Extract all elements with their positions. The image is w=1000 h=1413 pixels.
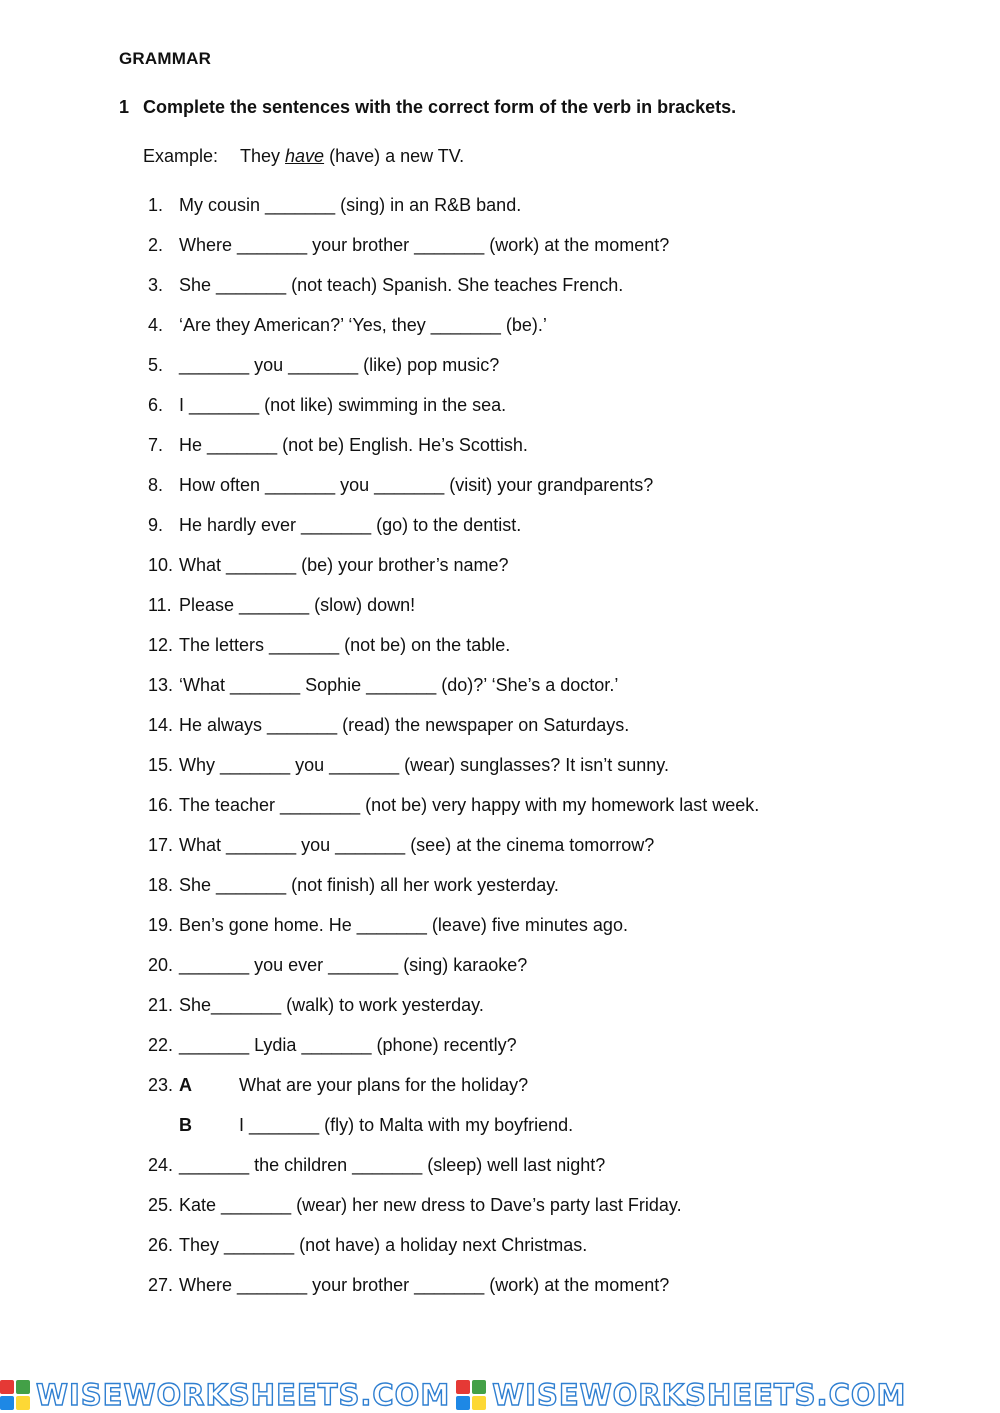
item-text: The letters _______ (not be) on the table.	[179, 635, 511, 655]
item-number: 19.	[148, 915, 174, 935]
footer-watermark	[0, 1376, 1000, 1413]
item-text: _______ Lydia _______ (phone) recently?	[179, 1035, 517, 1055]
exercise-item	[148, 913, 908, 953]
example-after: (have) a new TV.	[324, 146, 465, 166]
item-number: 25.	[148, 1195, 174, 1215]
exercise-item	[148, 353, 908, 393]
item-text: How often _______ you _______ (visit) your grandparents?	[179, 475, 654, 495]
item-number: 4.	[148, 315, 164, 335]
speaker-b-text: I _______ (fly) to Malta with my boyfriend.	[239, 1115, 574, 1135]
speaker-b-label: B	[179, 1115, 192, 1135]
item-text: Why _______ you _______ (wear) sunglasses? It isn’t sunny.	[179, 755, 669, 775]
exercise-item	[148, 473, 908, 513]
item-number: 16.	[148, 795, 174, 815]
example-before: They	[240, 146, 286, 166]
exercise-item	[148, 873, 908, 913]
exercise-item	[148, 593, 908, 633]
item-number: 15.	[148, 755, 174, 775]
item-number: 18.	[148, 875, 174, 895]
brand-text: WISEWORKSHEETS.COM	[36, 1377, 451, 1412]
item-number: 10.	[148, 555, 174, 575]
item-number: 8.	[148, 475, 164, 495]
item-number: 26.	[148, 1235, 174, 1255]
exercise-item	[148, 393, 908, 433]
section-title: GRAMMAR	[119, 49, 212, 68]
exercise-item	[148, 673, 908, 713]
item-text: He always _______ (read) the newspaper on Saturdays.	[179, 715, 630, 735]
item-number: 12.	[148, 635, 174, 655]
item-number: 1.	[148, 195, 164, 215]
item-text: What _______ (be) your brother’s name?	[179, 555, 509, 575]
exercise-item	[148, 1153, 908, 1193]
item-number: 6.	[148, 395, 164, 415]
item-number: 24.	[148, 1155, 174, 1175]
item-number: 17.	[148, 835, 174, 855]
item-number: 5.	[148, 355, 164, 375]
item-text: The teacher ________ (not be) very happy with my homework last week.	[179, 795, 760, 815]
item-number: 23.	[148, 1075, 174, 1095]
exercise-item	[148, 793, 908, 833]
exercise-item	[148, 993, 908, 1033]
item-number: 9.	[148, 515, 164, 535]
item-text: They _______ (not have) a holiday next Christmas.	[179, 1235, 588, 1255]
item-text: ‘Are they American?’ ‘Yes, they _______ (be).’	[179, 315, 547, 335]
item-number: 11.	[148, 595, 172, 615]
item-text: _______ you _______ (like) pop music?	[179, 355, 500, 375]
wiseworksheets-logo-icon	[0, 1380, 30, 1410]
item-text: Where _______ your brother _______ (work) at the moment?	[179, 235, 670, 255]
item-number: 2.	[148, 235, 164, 255]
item-number: 3.	[148, 275, 164, 295]
exercise-item	[148, 313, 908, 353]
exercise-item	[148, 513, 908, 553]
exercise-item	[148, 1193, 908, 1233]
item-text: She_______ (walk) to work yesterday.	[179, 995, 484, 1015]
exercise-item	[148, 1273, 908, 1313]
item-number: 27.	[148, 1275, 174, 1295]
item-text: She _______ (not teach) Spanish. She teaches French.	[179, 275, 624, 295]
item-text: Please _______ (slow) down!	[179, 595, 416, 615]
exercise-item	[148, 633, 908, 673]
item-text: He hardly ever _______ (go) to the dentist.	[179, 515, 522, 535]
brand-text: WISEWORKSHEETS.COM	[492, 1377, 907, 1412]
item-number: 13.	[148, 675, 174, 695]
exercise-item	[148, 193, 908, 233]
exercise-item	[148, 433, 908, 473]
item-text: He _______ (not be) English. He’s Scottish.	[179, 435, 528, 455]
exercise-item	[148, 833, 908, 873]
item-text: Ben’s gone home. He _______ (leave) five minutes ago.	[179, 915, 628, 935]
exercise-item	[148, 273, 908, 313]
speaker-a-text: What are your plans for the holiday?	[239, 1075, 529, 1095]
speaker-a-label: A	[179, 1075, 192, 1095]
dialogue-item-b	[148, 1113, 908, 1153]
item-text: _______ you ever _______ (sing) karaoke?	[179, 955, 528, 975]
item-number: 21.	[148, 995, 174, 1015]
example-sentence	[143, 146, 464, 167]
item-number: 22.	[148, 1035, 174, 1055]
exercise-items	[148, 193, 908, 1313]
brand-mark	[456, 1378, 906, 1412]
item-text: I _______ (not like) swimming in the sea.	[179, 395, 507, 415]
example-label: Example:	[143, 146, 219, 166]
item-text: ‘What _______ Sophie _______ (do)?’ ‘She’s a doctor.’	[179, 675, 619, 695]
item-number: 20.	[148, 955, 174, 975]
item-number: 7.	[148, 435, 164, 455]
exercise-item	[148, 1033, 908, 1073]
exercise-item	[148, 753, 908, 793]
example-answer: have	[285, 146, 325, 166]
item-text: What _______ you _______ (see) at the cinema tomorrow?	[179, 835, 655, 855]
item-text: Kate _______ (wear) her new dress to Dave’s party last Friday.	[179, 1195, 682, 1215]
exercise-heading	[119, 97, 736, 118]
item-text: _______ the children _______ (sleep) well last night?	[179, 1155, 606, 1175]
exercise-item	[148, 553, 908, 593]
item-text: She _______ (not finish) all her work yesterday.	[179, 875, 559, 895]
exercise-item	[148, 713, 908, 753]
exercise-item	[148, 233, 908, 273]
exercise-item	[148, 953, 908, 993]
wiseworksheets-logo-icon	[456, 1380, 486, 1410]
item-text: My cousin _______ (sing) in an R&B band.	[179, 195, 522, 215]
brand-mark	[0, 1378, 450, 1412]
dialogue-item-a	[148, 1073, 908, 1113]
exercise-item	[148, 1233, 908, 1273]
item-number: 14.	[148, 715, 174, 735]
exercise-number: 1	[119, 97, 130, 117]
exercise-instruction: Complete the sentences with the correct form of the verb in brackets.	[143, 97, 737, 117]
item-text: Where _______ your brother _______ (work) at the moment?	[179, 1275, 670, 1295]
